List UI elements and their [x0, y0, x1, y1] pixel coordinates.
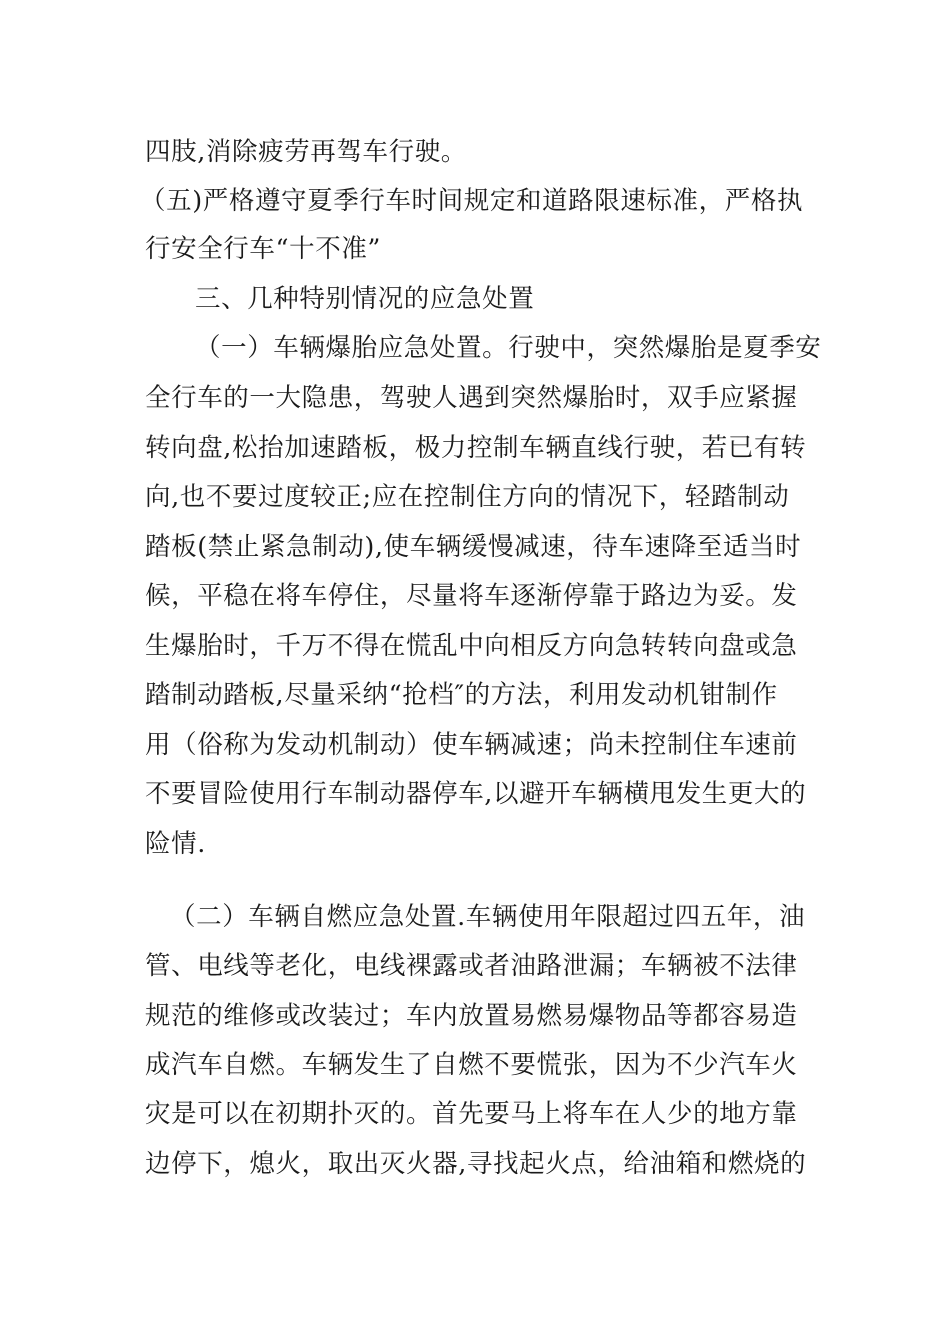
text-line-5: （一）车辆爆胎应急处置。行驶中，突然爆胎是夏季安: [195, 333, 822, 363]
text-line-10: 候，平稳在将车停住，尽量将车逐渐停靠于路边为妥。发: [145, 581, 798, 611]
text-line-21: 边停下，熄火，取出灭火器,寻找起火点，给油箱和燃烧的: [145, 1149, 807, 1179]
text-line-14: 不要冒险使用行车制动器停车,以避开车辆横甩发生更大的: [145, 779, 807, 809]
text-line-3: 行安全行车“十不准”: [145, 234, 382, 264]
section-heading: 三、几种特别情况的应急处置: [195, 284, 535, 314]
text-line-2: （五)严格遵守夏季行车时间规定和道路限速标准，严格执: [140, 186, 804, 216]
text-line-9: 踏板(禁止紧急制动),使车辆缓慢减速，待车速降至适当时: [145, 532, 802, 562]
text-line-19: 成汽车自燃。车辆发生了自燃不要慌张，因为不少汽车火: [145, 1050, 798, 1080]
text-line-7: 转向盘,松抬加速踏板，极力控制车辆直线行驶，若已有转: [145, 433, 807, 463]
text-line-12: 踏制动踏板,尽量采纳“抢档″的方法，利用发动机钳制作: [145, 680, 778, 710]
text-line-16: （二）车辆自燃应急处置.车辆使用年限超过四五年，油: [170, 902, 806, 932]
text-line-8: 向,也不要过度较正;应在控制住方向的情况下，轻踏制动: [145, 482, 790, 512]
text-line-15: 险情.: [145, 829, 206, 859]
text-line-13: 用（俗称为发动机制动）使车辆减速；尚未控制住车速前: [145, 730, 798, 760]
text-line-6: 全行车的一大隐患，驾驶人遇到突然爆胎时，双手应紧握: [145, 383, 798, 413]
text-line-20: 灾是可以在初期扑灭的。首先要马上将车在人少的地方靠: [145, 1099, 798, 1129]
text-line-11: 生爆胎时，千万不得在慌乱中向相反方向急转转向盘或急: [145, 631, 798, 661]
text-line-18: 规范的维修或改装过；车内放置易燃易爆物品等都容易造: [145, 1001, 798, 1031]
text-line-17: 管、电线等老化，电线裸露或者油路泄漏；车辆被不法律: [145, 951, 798, 981]
text-line-1: 四肢,消除疲劳再驾车行驶。: [145, 137, 467, 167]
